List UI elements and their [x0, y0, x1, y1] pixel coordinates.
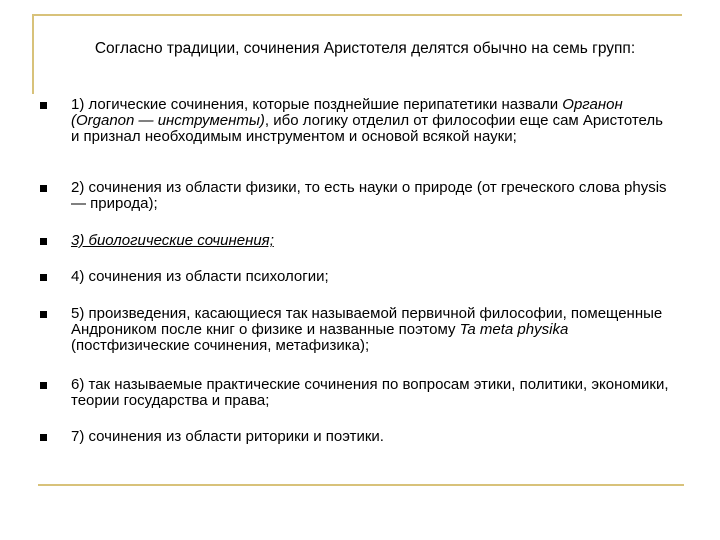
item-text-italic: Ta meta physika [459, 321, 569, 338]
square-bullet-icon [40, 102, 47, 109]
list-item-text: 4) сочинения из области психологии; [71, 268, 329, 285]
list-item-text [71, 97, 675, 145]
square-bullet-icon [40, 311, 47, 318]
list-item-text: 2) сочинения из области физики, то есть науки о природе (от греческого слова physis — природа); [71, 179, 667, 212]
square-bullet-icon [40, 185, 47, 192]
list-item-text: 6) так называемые практические сочинения по вопросам этики, политики, экономики, теории государства и права; [71, 376, 669, 409]
square-bullet-icon [40, 382, 47, 389]
list-item-text: 7) сочинения из области риторики и поэтики. [71, 428, 384, 445]
item-text-part: , ибо логику отделил от философии еще сам Аристотель и признал необходимым инструментом и основой всякой науки; [71, 112, 663, 145]
item-text-part: 1) логические сочинения, которые позднейшие перипатетики назвали [71, 96, 563, 113]
list-item-text: 3) биологические сочинения; [71, 232, 274, 249]
item-text-part: 5) произведения, касающиеся так называемой первичной философии, помещенные Андроником после книг о физике и названные поэтому [71, 305, 663, 338]
frame-left-line [32, 14, 34, 94]
item-text-part: (постфизические сочинения, метафизика); [71, 337, 370, 354]
frame-top-line [32, 14, 682, 16]
item-text-italic: Органон (Organon — инструменты) [71, 96, 623, 129]
list-item-text [71, 306, 675, 354]
square-bullet-icon [40, 434, 47, 441]
square-bullet-icon [40, 274, 47, 281]
square-bullet-icon [40, 238, 47, 245]
frame-bottom-line [38, 484, 684, 486]
slide-title: Согласно традиции, сочинения Аристотеля делятся обычно на семь групп: [94, 40, 636, 57]
